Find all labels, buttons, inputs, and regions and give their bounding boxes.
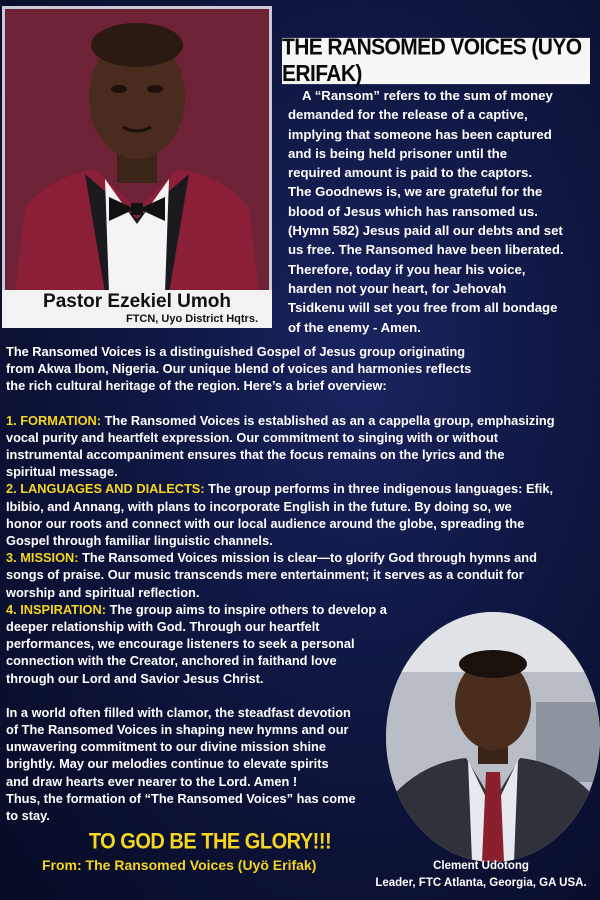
- intro-line: of the enemy - Amen.: [288, 319, 421, 335]
- page-title: [282, 34, 590, 87]
- intro-line: The Goodnews is, we are grateful for the: [288, 184, 543, 200]
- leader-photo: [386, 612, 600, 862]
- intro-line: demanded for the release of a captive,: [288, 107, 528, 123]
- section-formation: 1. FORMATION: The Ransomed Voices is established as an a cappella group, emphasizing: [6, 412, 555, 428]
- intro-line: us free. The Ransomed have been liberated.: [288, 242, 564, 258]
- section-line: Ibibio, and Annang, with plans to incorporate English in the future. By doing so, we: [6, 498, 512, 514]
- intro-paragraph: [288, 86, 598, 337]
- section-languages: 2. LANGUAGES AND DIALECTS: The group performs in three indigenous languages: Efik,: [6, 481, 554, 497]
- overview-line: the rich cultural heritage of the region. Here’s a brief overview:: [6, 378, 387, 394]
- section-line: worship and spiritual reflection.: [6, 584, 200, 600]
- closing-line: Thus, the formation of “The Ransomed Voices” has come: [6, 790, 356, 806]
- section-line: spiritual message.: [6, 464, 118, 480]
- closing-line: to stay.: [6, 808, 50, 824]
- pastor-title: FTCN, Uyo District Hqtrs.: [125, 313, 258, 325]
- overview-line: from Akwa Ibom, Nigeria. Our unique blend of voices and harmonies reflects: [6, 361, 472, 377]
- section-label: 1. FORMATION:: [6, 412, 102, 428]
- overview-line: The Ransomed Voices is a distinguished Gospel of Jesus group originating: [6, 344, 466, 359]
- section-mission: 3. MISSION: The Ransomed Voices mission is clear—to glorify God through hymns and: [6, 550, 537, 566]
- section-line: performances, we encourage listeners to seek a personal: [6, 636, 355, 652]
- pastor-caption: [2, 290, 272, 328]
- pastor-photo: [2, 6, 272, 296]
- intro-line: blood of Jesus which has ransomed us.: [288, 203, 538, 219]
- section-line: connection with the Creator, anchored in faithand love: [6, 653, 337, 669]
- intro-line: required amount is paid to the captors.: [288, 165, 533, 181]
- intro-line: Tsidkenu will set you free from all bondage: [288, 300, 558, 316]
- from-signature: From: The Ransomed Voices (Uyö Erifak): [42, 857, 317, 873]
- section-label: 3. MISSION:: [6, 550, 79, 566]
- closing-line: unwavering commitment to our divine mission shine: [6, 739, 326, 755]
- closing-line: and draw hearts ever nearer to the Lord. Amen !: [6, 773, 298, 789]
- section-line: through our Lord and Savior Jesus Christ.: [6, 670, 264, 686]
- section-line: vocal purity and heartfelt expression. Our commitment to singing with or without: [6, 429, 499, 445]
- glory-text: TO GOD BE THE GLORY!!!: [88, 829, 332, 855]
- closing-line: of The Ransomed Voices in shaping new hymns and our: [6, 722, 349, 738]
- section-inspiration: 4. INSPIRATION: The group aims to inspire others to develop a: [6, 601, 387, 617]
- page-title-text: THE RANSOMED VOICES (UYÖ ERIFAK): [282, 34, 582, 87]
- closing-line: In a world often filled with clamor, the steadfast devotion: [6, 704, 351, 720]
- section-line: songs of praise. Our music transcends mere entertainment; it serves as a conduit for: [6, 567, 524, 583]
- intro-line: A “Ransom” refers to the sum of money: [302, 88, 553, 103]
- leader-name: Clement Udotong: [433, 860, 529, 872]
- section-line: Gospel through familiar linguistic channels.: [6, 533, 273, 549]
- intro-line: and is being held prisoner until the: [288, 145, 508, 161]
- pastor-name: Pastor Ezekiel Umoh: [43, 291, 231, 312]
- leader-portrait-image: [386, 612, 600, 862]
- intro-line: Therefore, today if you hear his voice,: [288, 261, 526, 277]
- closing-line: brightly. May our melodies continue to elevate spirits: [6, 756, 329, 772]
- intro-line: implying that someone has been captured: [288, 126, 552, 142]
- section-line: instrumental accompaniment ensures that the focus remains on the lyrics and the: [6, 447, 505, 463]
- pastor-portrait-image: [5, 9, 269, 293]
- intro-line: (Hymn 582) Jesus paid all our debts and set: [288, 223, 563, 239]
- section-line: honor our roots and connect with our local audience around the globe, spreading the: [6, 515, 525, 531]
- leader-title: Leader, FTC Atlanta, Georgia, GA USA.: [375, 877, 587, 889]
- intro-line: harden not your heart, for Jehovah: [288, 280, 507, 296]
- section-line: deeper relationship with God. Through our heartfelt: [6, 619, 320, 635]
- section-label: 4. INSPIRATION:: [6, 601, 107, 617]
- leader-caption: [362, 858, 600, 892]
- section-label: 2. LANGUAGES AND DIALECTS:: [6, 481, 205, 497]
